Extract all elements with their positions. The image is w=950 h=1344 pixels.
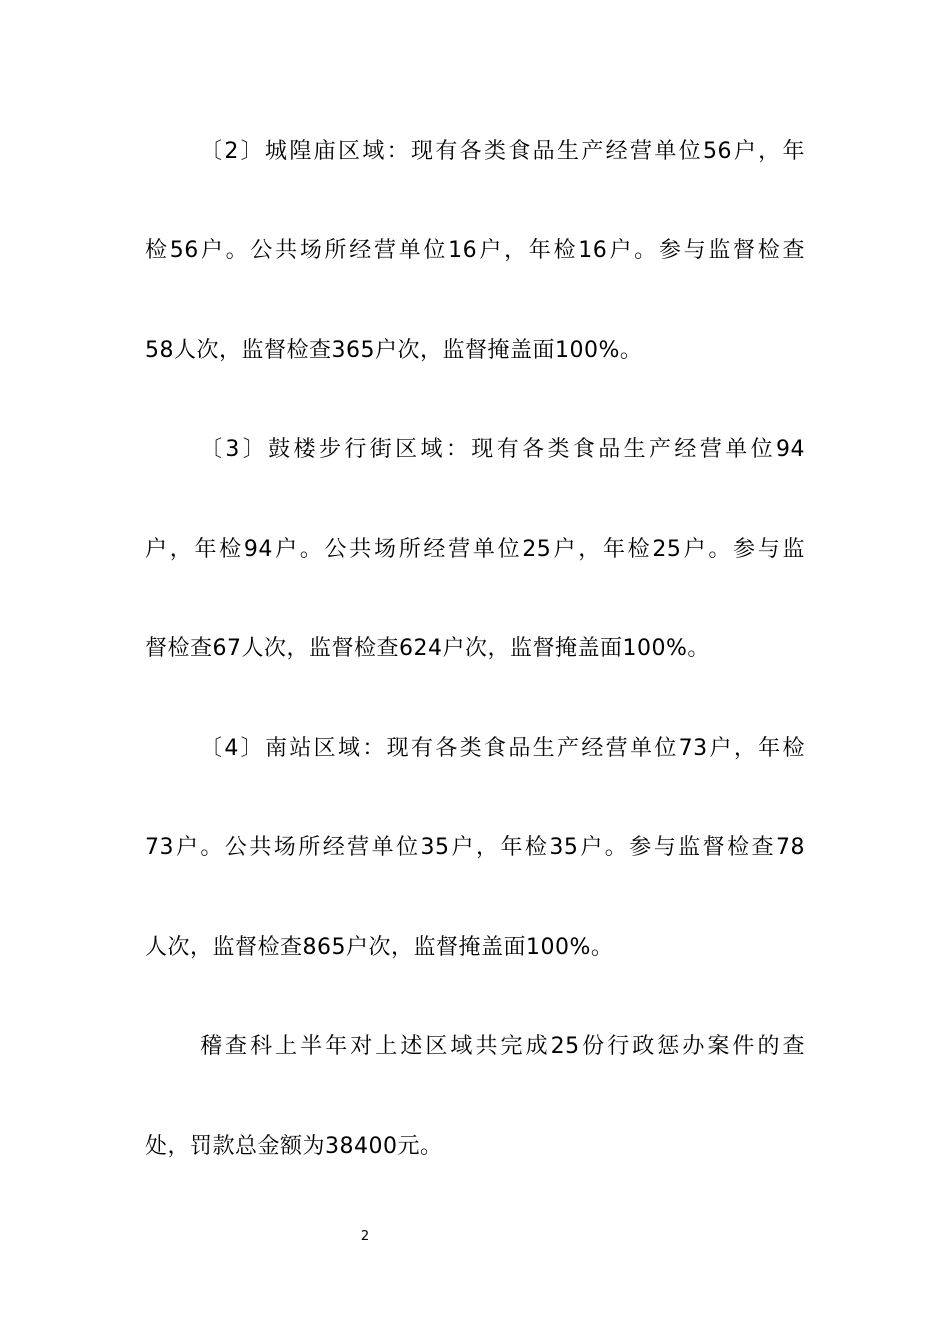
paragraph-3-line-2: 户，年检94户。公共场所经营单位25户，年检25户。参与监 [145, 537, 805, 562]
paragraph-2-line-2: 检56户。公共场所经营单位16户，年检16户。参与监督检查 [145, 238, 805, 263]
paragraph-3-line-1: 〔3〕鼓楼步行街区域：现有各类食品生产经营单位94 [200, 437, 805, 462]
paragraph-summary-line-1: 稽查科上半年对上述区域共完成25份行政惩办案件的查 [200, 1034, 805, 1059]
paragraph-4-line-3: 人次，监督检查865户次，监督掩盖面100%。 [145, 935, 614, 960]
paragraph-2-line-3: 58人次，监督检查365户次，监督掩盖面100%。 [145, 338, 643, 363]
paragraph-summary-line-2: 处，罚款总金额为38400元。 [145, 1134, 443, 1159]
paragraph-3-line-3: 督检查67人次，监督检查624户次，监督掩盖面100%。 [145, 636, 710, 661]
paragraph-4-line-1: 〔4〕南站区域：现有各类食品生产经营单位73户，年检 [200, 736, 805, 761]
paragraph-2-line-1: 〔2〕城隍庙区域：现有各类食品生产经营单位56户，年 [200, 139, 805, 164]
page-number: 2 [360, 1229, 370, 1244]
paragraph-4-line-2: 73户。公共场所经营单位35户，年检35户。参与监督检查78 [145, 835, 805, 860]
